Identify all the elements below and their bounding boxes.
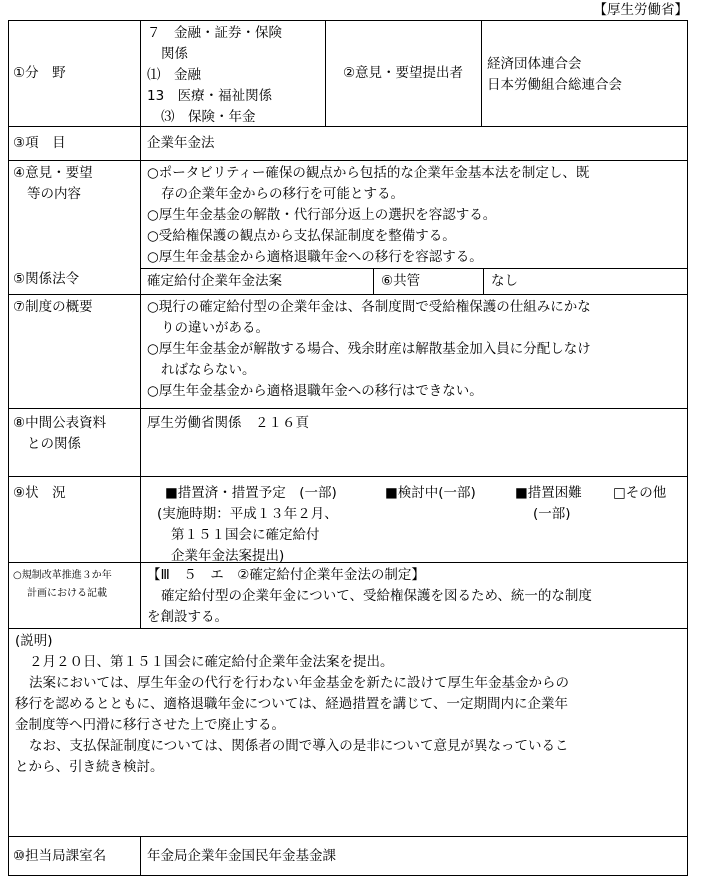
interim-label-line: との関係 [27,436,81,452]
status-option-review: ■検討中(一部) [385,485,476,501]
status-content [141,477,687,562]
overview-line: ○厚生年金基金が解散する場合、残余財産は解散基金加入員に分配しなけ [147,341,591,357]
law-subrow [141,268,687,295]
interim-label [9,409,141,476]
submitter-label: ②意見・要望提出者 [342,65,464,81]
plan-line: 確定給付型の企業年金について、受給権保護を図るため、統一的な制度 [161,588,592,604]
plan-content [141,563,687,628]
status-option-other: □その他 [613,485,667,501]
submitter: 日本労働組合総連合会 [487,77,622,93]
status-option-done: ■措置済・措置予定 (一部) [165,485,337,501]
explanation-line: 法案においては、厚生年金の代行を行わない年金基金を新たに設けて厚生年金基金からの [29,675,569,691]
sheet-table [8,20,688,876]
law-value: 確定給付企業年金法案 [147,273,282,289]
request-line: 存の企業年金からの移行を可能とする。 [161,186,404,202]
field-item: ⑴ 金融 [147,67,201,83]
field-item: ７ 金融・証券・保険 [147,25,282,41]
explanation-line: なお、支払保証制度については、関係者の間で導入の是非について意見が異なっているこ [29,738,569,754]
field-label: ①分 野 [9,21,141,126]
plan-row [9,563,687,629]
request-line: ○厚生年金基金から適格退職年金への移行を容認する。 [147,249,483,265]
field-items [141,21,325,126]
item-label: ③項 目 [9,127,141,160]
status-note [157,504,338,567]
explanation-heading: (説明) [15,633,53,649]
request-line: ○厚生年金基金の解散・代行部分返上の選択を容認する。 [147,207,497,223]
status-option-difficult-partial: (一部) [533,506,571,522]
request-row [9,161,687,295]
request-line: ○ポータビリティー確保の観点から包括的な企業年金基本法を制定し、既 [147,165,590,181]
status-option-difficult: ■措置困難 [515,485,582,501]
overview-row [9,295,687,409]
plan-line: を創設する。 [147,609,228,625]
plan-title: 【Ⅲ ５ エ ②確定給付企業年金法の制定】 [147,567,425,583]
request-line: ○受給権保護の観点から支払保証制度を整備する。 [147,228,456,244]
item-value: 企業年金法 [147,135,215,151]
overview-content [141,295,687,408]
status-label: ⑨状 況 [9,477,141,562]
ministry-header: 【厚生労働省】 [593,2,688,18]
explanation-line: ２月２０日、第１５１国会に確定給付企業年金法案を提出。 [29,654,394,670]
interim-label-line: ⑧中間公表資料 [13,415,107,431]
explanation-line: 金制度等へ円滑に移行させた上で廃止する。 [15,717,285,733]
request-label [9,161,141,294]
field-item: ⑶ 保険・年金 [161,109,256,125]
interim-value: 厚生労働省関係 ２１６頁 [147,415,309,431]
explanation-line: 移行を認めるとともに、適格退職年金については、経過措置を講じて、一定期間内に企業年 [15,696,568,712]
explanation-row [9,629,687,837]
joint-value: なし [491,273,518,289]
overview-line: ○現行の確定給付型の企業年金は、各制度間で受給権保護の仕組みにかな [147,299,591,315]
bureau-value: 年金局企業年金国民年金基金課 [147,847,336,864]
field-row [9,21,687,127]
status-note-line: (実施時期：平成１３年２月、 [157,506,338,522]
request-label-line: 等の内容 [27,186,81,202]
overview-label: ⑦制度の概要 [9,295,141,408]
status-note-line: 第１５１国会に確定給付 [171,527,320,543]
explanation-line: とから、引き続き検討。 [15,759,164,775]
bureau-row [9,837,687,875]
field-item: 関係 [161,46,188,62]
overview-line: ○厚生年金基金から適格退職年金への移行はできない。 [147,383,483,399]
request-label-line: ④意見・要望 [13,165,93,181]
submitter: 経済団体連合会 [487,56,582,72]
overview-line: ればならない。 [161,362,256,378]
status-note-line: 企業年金法案提出) [171,548,285,564]
field-item: 13 医療・福祉関係 [147,88,273,104]
plan-label-line: ○規制改革推進３か年 [13,570,112,581]
bureau-label: ⑩担当局課室名 [9,837,141,875]
law-label: ⑤関係法令 [13,271,80,287]
item-row [9,127,687,161]
plan-label [9,563,141,628]
submitters [487,54,622,96]
status-row [9,477,687,563]
interim-row [9,409,687,477]
plan-label-line: 計画における記載 [27,588,107,599]
explanation-content [9,629,687,780]
overview-line: りの違いがある。 [161,320,269,336]
joint-label: ⑥共管 [381,273,421,289]
